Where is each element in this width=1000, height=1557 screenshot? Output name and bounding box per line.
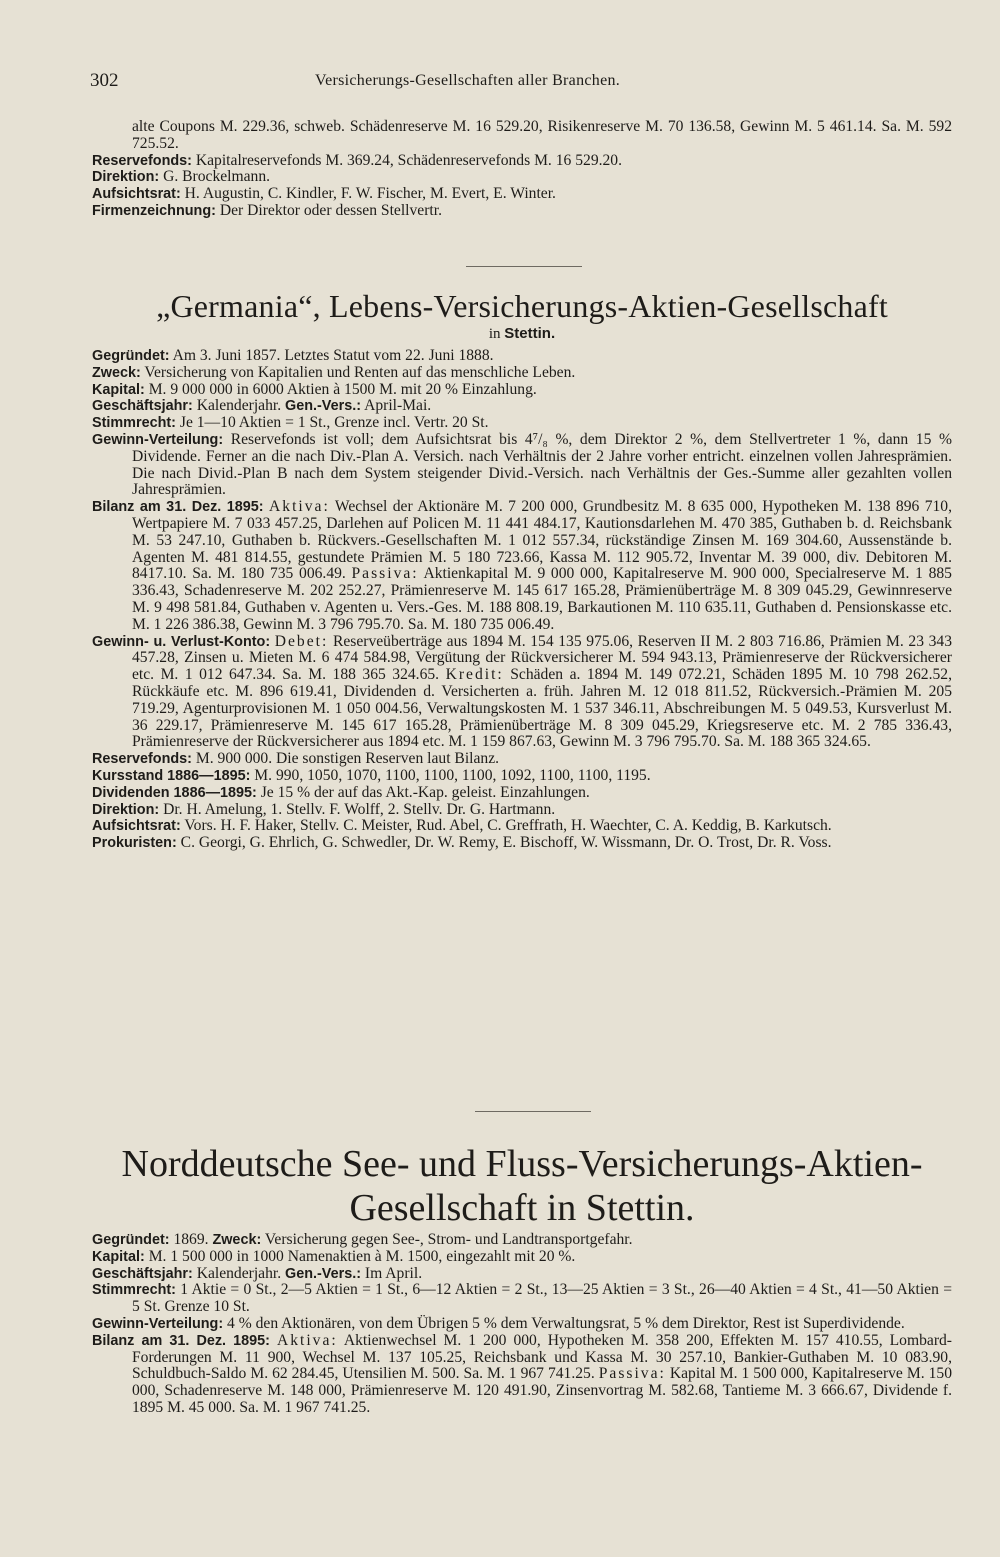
previous-entry-continuation [92, 119, 952, 220]
norddeutsche-entry [92, 1232, 952, 1417]
geschaeftsjahr-entry: Geschäftsjahr: Kalenderjahr. Gen.-Vers.: April-Mai. [92, 397, 432, 415]
aufsichtsrat-entry: Aufsichtsrat: Vors. H. F. Haker, Stellv. C. Meister, Rud. Abel, C. Greffrath, H. Waechter, C. A. Keddig, B. Karkutsch. [92, 817, 832, 835]
reservefonds-entry: Reservefonds: Kapitalreservefonds M. 369.24, Schädenreservefonds M. 16 529.20. [92, 151, 623, 169]
bilanz-entry: Bilanz am 31. Dez. 1895: Aktiva: Wechsel der Aktionäre M. 7 200 000, Grundbesitz M. 8 635 000, Hypotheken M. 138 896 710, Wertpapiere M. 7 033 457.25, Darlehen auf Policen M. 11 441 484.17, Kautionsdarlehen M. 470 385, Guthaben b. d. Reichsbank M. 53 247.10, Guthaben b. Rückvers.-Gesellschaften M. 1 012 557.34, rückständige Zinsen M. 169 304.60, Aussenstände b. Agenten M. 481 814.55, gestundete Prämien M. 5 180 723.66, Kassa M. 112 905.72, Inventar M. 39 000, div. Debitoren M. 8417.10. Sa. M. 180 735 006.49. Passiva: Aktienkapital M. 9 000 000, Kapitalreserve M. 900 000, Specialreserve M. 1 885 336.43, Schadenreserve M. 202 252.27, Prämienreserve M. 145 617 165.28, Prämienüberträge M. 8 309 045.29, Gewinnreserve M. 9 498 581.84, Guthaben v. Agenten u. Vers.-Ges. M. 188 808.19, Barkautionen M. 110 635.11, Guthaben d. Pensionskasse etc. M. 1 226 386.38, Gewinn M. 3 796 795.70. Sa. M. 180 735 006.49. [92, 498, 952, 633]
stimmrecht-entry: Stimmrecht: Je 1—10 Aktien = 1 St., Grenze incl. Vertr. 20 St. [92, 414, 489, 432]
norddeutsche-title-line2: Gesellschaft in Stettin. [349, 1187, 695, 1229]
norddeutsche-title-line1: Norddeutsche See- und Fluss-Versicherungs-Aktien- [121, 1143, 923, 1185]
page-header [90, 70, 950, 96]
direktion-entry: Direktion: Dr. H. Amelung, 1. Stellv. F. Wolff, 2. Stellv. Dr. G. Hartmann. [92, 800, 556, 818]
continued-paragraph: alte Coupons M. 229.36, schweb. Schädenreserve M. 16 529.20, Risikenreserve M. 70 136.58, Gewinn M. 5 461.14. Sa. M. 592 725.52. [132, 118, 952, 152]
bilanz-entry: Bilanz am 31. Dez. 1895: Aktiva: Aktienwechsel M. 1 200 000, Hypotheken M. 358 200, Effekten M. 157 410.55, Lombard-Forderungen M. 11 900, Wechsel M. 137 105.25, Reichsbank und Kassa M. 30 257.10, Bankier-Guthaben M. 10 083.90, Schuldbuch-Saldo M. 62 284.45, Utensilien M. 500. Sa. M. 1 967 741.25. Passiva: Kapital M. 1 500 000, Kapitalreserve M. 150 000, Schadenreserve M. 148 000, Prämienreserve M. 120 491.90, Zinsenvortrag M. 582.68, Tantieme M. 3 666.67, Dividende f. 1895 M. 45 000. Sa. M. 1 967 741.25. [92, 1331, 953, 1416]
running-title: Versicherungs-Gesellschaften aller Branchen. [315, 72, 621, 89]
kapital-entry: Kapital: M. 9 000 000 in 6000 Aktien à 1500 M. mit 20 % Einzahlung. [92, 380, 537, 398]
germania-title: „Germania“, Lebens-Versicherungs-Aktien-Gesellschaft [156, 288, 888, 324]
zweck-entry: Zweck: Versicherung von Kapitalien und Renten auf das menschliche Leben. [92, 363, 576, 381]
reservefonds-entry: Reservefonds: M. 900 000. Die sonstigen Reserven laut Bilanz. [92, 750, 500, 768]
prokuristen-entry: Prokuristen: C. Georgi, G. Ehrlich, G. Schwedler, Dr. W. Remy, E. Bischoff, W. Wissmann, Dr. O. Trost, Dr. R. Voss. [92, 834, 832, 852]
germania-location: in Stettin. [488, 325, 556, 342]
gewinn-verteilung-entry: Gewinn-Verteilung: Reservefonds ist voll; dem Aufsichtsrat bis 4⁷/₈ %, dem Direktor 2 %, dem Stellvertreter 1 %, dann 15 % Dividende. Ferner an die nach Div.-Plan A. Versich. nach Verhältnis der 2 Jahre vorher entricht. einzelnen vollen Jahresprämien. Die nach Divid.-Plan B nach dem System steigender Divid.-Versich. nach Verhältnis der Ges.-Summe aller gezahlten vollen Jahresprämien. [92, 430, 952, 499]
aufsichtsrat-entry: Aufsichtsrat: H. Augustin, C. Kindler, F. W. Fischer, M. Evert, E. Winter. [92, 185, 556, 203]
section-divider [475, 1111, 591, 1112]
gegruendet-entry: Gegründet: Am 3. Juni 1857. Letztes Statut vom 22. Juni 1888. [92, 347, 494, 364]
direktion-entry: Direktion: G. Brockelmann. [92, 168, 271, 186]
gegruendet-entry: Gegründet: 1869. Zweck: Versicherung gegen See-, Strom- und Landtransportgefahr. [92, 1231, 633, 1248]
germania-entry [92, 348, 952, 852]
firmenzeichnung-entry: Firmenzeichnung: Der Direktor oder dessen Stellvertr. [92, 201, 442, 219]
geschaeftsjahr-entry: Geschäftsjahr: Kalenderjahr. Gen.-Vers.: Im April. [92, 1264, 423, 1282]
page-number: 302 [90, 70, 119, 91]
section-divider [466, 266, 582, 267]
gewinn-verteilung-entry: Gewinn-Verteilung: 4 % den Aktionären, von dem Übrigen 5 % dem Verwaltungsrat, 5 % dem Direktor, Rest ist Superdividende. [92, 1314, 905, 1332]
norddeutsche-title [92, 1142, 952, 1230]
stimmrecht-entry: Stimmrecht: 1 Aktie = 0 St., 2—5 Aktien = 1 St., 6—12 Aktien = 2 St., 13—25 Aktien = 3 St., 26—40 Aktien = 4 St., 41—50 Aktien = 5 St. Grenze 10 St. [92, 1281, 952, 1316]
kapital-entry: Kapital: M. 1 500 000 in 1000 Namenaktien à M. 1500, eingezahlt mit 20 %. [92, 1247, 576, 1265]
kursstand-entry: Kursstand 1886—1895: M. 990, 1050, 1070, 1100, 1100, 1100, 1092, 1100, 1100, 1195. [92, 766, 651, 784]
gewinn-verlust-konto-entry: Gewinn- u. Verlust-Konto: Debet: Reserveüberträge aus 1894 M. 154 135 975.06, Reserven II M. 2 803 716.86, Prämien M. 23 343 457.28, Zinsen u. Mieten M. 6 474 584.98, Vergütung der Rückversicherer M. 594 943.13, Prämienreserve der Rückversicherer etc. M. 1 012 647.34. Sa. M. 188 365 324.65. Kredit: Schäden a. 1894 M. 149 072.21, Schäden 1895 M. 10 798 262.52, Rückkäufe etc. M. 896 619.41, Dividenden d. Versicherten a. früh. Jahren M. 12 018 811.52, Rückversich.-Prämien M. 205 719.29, Agenturprovisionen M. 1 050 004.56, Verwaltungskosten M. 1 537 346.11, Abschreibungen M. 5 049.53, Kursverlust M. 36 229.17, Prämienreserve M. 145 617 165.28, Prämienüberträge M. 8 309 045.29, Kriegsreserve etc. M. 2 785 336.43, Prämienreserve der Rückversicherer aus 1894 etc. M. 1 159 867.63, Gewinn M. 3 796 795.70. Sa. M. 188 365 324.65. [92, 632, 952, 751]
dividenden-entry: Dividenden 1886—1895: Je 15 % der auf das Akt.-Kap. geleist. Einzahlungen. [92, 783, 590, 801]
